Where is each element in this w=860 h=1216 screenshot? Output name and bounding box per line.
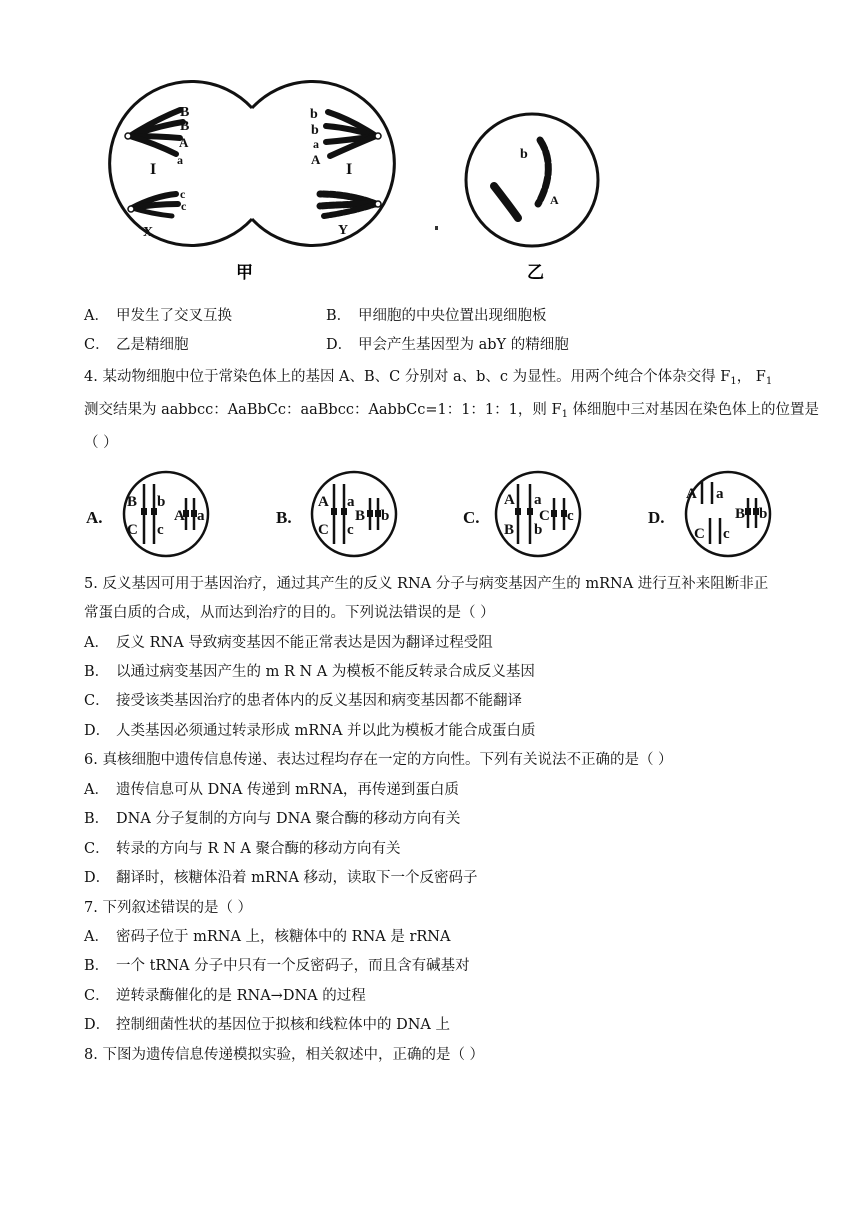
caption-jia: 甲 [236,263,253,283]
q7-option-b: B． 一个 tRNA 分子中只有一个反密码子，而且含有碱基对 [84,958,470,974]
q6-option-d: D． 翻译时，核糖体沿着 mRNA 移动，读取下一个反密码子 [84,870,478,886]
svg-text:c: c [567,508,574,524]
chromosome-bundle-left-bottom [128,194,178,216]
svg-text:A: A [504,492,515,508]
gene-label: B [180,105,190,120]
svg-text:B: B [735,506,746,522]
gene-label: A [550,193,559,207]
gene-label: b [520,147,528,162]
q4-stem-line2: 测交结果为 aabbcc：AaBbCc：aaBbcc：AabbCc=1：1：1：1，则 $F_1$ 体细胞中三对基因在染色体上的位置是 [84,402,820,420]
gene-label: a [313,137,319,151]
q5-option-a: A． 反义 RNA 导致病变基因不能正常表达是因为翻译过程受阻 [84,635,493,651]
q4-diagram-b [276,472,396,556]
q5-option-c: C． 接受该类基因治疗的患者体内的反义基因和病变基因都不能翻译 [84,693,522,709]
svg-text:a: a [197,508,205,524]
caption-yi: 乙 [527,263,544,283]
q8-stem: 8. 下图为遗传信息传递模拟实验，相关叙述中，正确的是（ ） [84,1047,485,1063]
svg-text:D.: D. [648,508,665,527]
svg-text:B: B [127,494,138,510]
gene-label: B [180,119,190,134]
q4-diagram-c [463,472,580,556]
q7-stem: 7. 下列叙述错误的是（ ） [84,900,253,916]
roman-label: I [150,161,157,178]
svg-text:c: c [347,522,354,538]
svg-text:a: a [347,494,355,510]
chromosome-bundle-right-top [326,112,381,156]
svg-text:A: A [174,508,185,524]
q4-stem-line1: 4. 某动物细胞中位于常染色体上的基因 A、B、C 分别对 a、b、c 为显性。用两个纯合个体杂交得 $F_1$， $F_1$ [84,369,773,387]
q6-stem: 6. 真核细胞中遗传信息传递、表达过程均存在一定的方向性。下列有关说法不正确的是（ ） [84,752,673,768]
gene-label: b [310,107,318,122]
roman-label: I [346,161,353,178]
q3-option-b: B． 甲细胞的中央位置出现细胞板 [326,308,547,324]
q7-option-a: A． 密码子位于 mRNA 上，核糖体中的 RNA 是 rRNA [84,929,451,945]
q5-stem-line1: 5. 反义基因可用于基因治疗，通过其产生的反义 RNA 分子与病变基因产生的 mRNA 进行互补来阻断非正 [84,576,769,592]
gene-label: a [177,153,183,167]
chromosome-bundle-left-top [125,110,183,154]
svg-text:a: a [716,486,724,502]
q7-option-c: C． 逆转录酶催化的是 RNA→DNA 的过程 [84,988,366,1004]
svg-text:C: C [318,522,329,538]
svg-text:B.: B. [276,508,292,527]
gene-label: c [181,199,187,213]
q6-option-b: B． DNA 分子复制的方向与 DNA 聚合酶的移动方向有关 [84,811,461,827]
q4-diagrams [80,468,780,560]
q5-option-d: D． 人类基因必须通过转录形成 mRNA 并以此为模板才能合成蛋白质 [84,723,536,739]
svg-text:b: b [381,508,390,524]
gene-label: A [179,135,189,150]
q5-option-b: B． 以通过病变基因产生的 m R N A 为模板不能反转录合成反义基因 [84,664,535,680]
svg-text:A.: A. [86,508,103,527]
q4-diagram-d [648,472,770,556]
svg-text:C.: C. [463,508,480,527]
chromosome-label-x: X [143,225,154,240]
svg-text:B: B [504,522,515,538]
svg-text:A: A [686,486,697,502]
q3-option-a: A． 甲发生了交叉互换 [84,308,232,324]
svg-text:c: c [723,526,730,542]
svg-text:B: B [355,508,366,524]
q7-option-d: D． 控制细菌性状的基因位于拟核和线粒体中的 DNA 上 [84,1017,451,1033]
svg-text:C: C [539,508,550,524]
gene-label: b [311,123,319,138]
gene-label: c [180,187,186,201]
q5-stem-line2: 常蛋白质的合成，从而达到治疗的目的。下列说法错误的是（ ） [84,605,495,621]
svg-text:c: c [157,522,164,538]
gene-label: A [311,152,321,167]
svg-text:C: C [694,526,705,542]
cell-yi [466,114,598,283]
svg-text:C: C [127,522,138,538]
q6-option-a: A． 遗传信息可从 DNA 传递到 mRNA，再传递到蛋白质 [84,782,459,798]
svg-text:a: a [534,492,542,508]
q4-stem-line3: （ ） [84,435,118,451]
q4-diagram-a [86,472,208,556]
cell-jia [110,82,395,284]
chromosome-bundle-right-bottom [320,194,381,216]
q6-option-c: C． 转录的方向与 R N A 聚合酶的移动方向有关 [84,841,401,857]
svg-text:b: b [534,522,543,538]
svg-text:b: b [157,494,166,510]
q3-option-d: D． 甲会产生基因型为 abY 的精细胞 [326,337,569,353]
svg-text:A: A [318,494,329,510]
chromosome-label-y: Y [338,223,349,238]
q3-option-c: C． 乙是精细胞 [84,337,189,353]
svg-text:b: b [759,506,768,522]
figure-cells [80,80,620,290]
